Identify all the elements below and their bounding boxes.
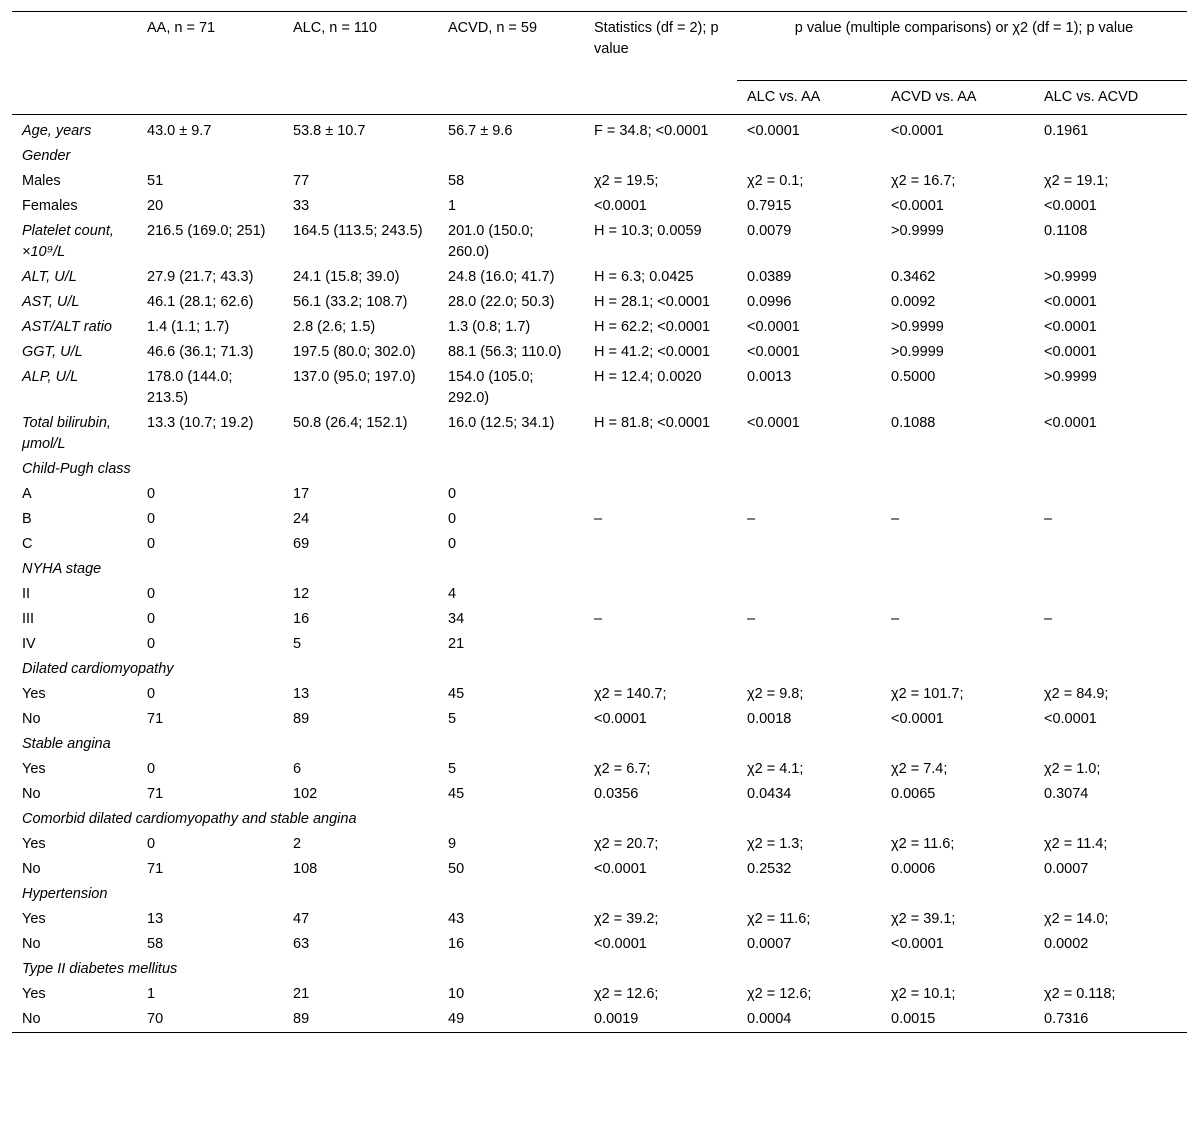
table-row [12,365,1187,411]
cell-acvd: 45 [448,786,465,802]
cell-empty [881,532,1034,557]
cell-p2: 0.0092 [891,294,936,310]
cell-aa: 0 [147,761,156,777]
cell-alc: 47 [293,911,310,927]
header-row-2 [12,81,1187,115]
category-row [12,144,1187,169]
cell-p3: χ2 = 0.118; [1044,986,1116,1002]
cell-alc: 21 [293,986,310,1002]
cell-p2: χ2 = 16.7; [891,173,956,189]
row-label: AST, U/L [22,294,80,310]
cell-p1: – [747,611,756,627]
cell-p1: <0.0001 [747,319,800,335]
cell-empty [737,482,881,507]
row-label: No [22,711,41,727]
cell-p3: χ2 = 1.0; [1044,761,1101,777]
cell-acvd: 58 [448,173,465,189]
table-row [12,482,1187,507]
cell-p1: 0.0013 [747,369,792,385]
table-row [12,932,1187,957]
cell-alc: 102 [293,786,318,802]
category-row [12,657,1187,682]
row-label: No [22,1011,41,1027]
cell-p2: – [891,511,900,527]
cell-empty [584,582,737,607]
cell-acvd: 21 [448,636,465,652]
cell-empty [1034,532,1187,557]
cell-aa: 58 [147,936,164,952]
cell-p3: <0.0001 [1044,711,1097,727]
cell-p1: χ2 = 1.3; [747,836,804,852]
category-label: Hypertension [22,886,108,902]
cell-p3: <0.0001 [1044,319,1097,335]
cell-p1: 0.2532 [747,861,792,877]
cell-aa: 0 [147,511,156,527]
cell-alc: 12 [293,586,310,602]
cell-aa: 70 [147,1011,164,1027]
cell-p3: 0.7316 [1044,1011,1089,1027]
table-row [12,219,1187,265]
row-label: B [22,511,32,527]
table-row [12,832,1187,857]
cell-alc: 164.5 (113.5; 243.5) [293,223,423,239]
table-row [12,757,1187,782]
category-label: Stable angina [22,736,111,752]
cell-p2: χ2 = 101.7; [891,686,964,702]
cell-p3: >0.9999 [1044,369,1097,385]
cell-alc: 17 [293,486,310,502]
cell-stat: χ2 = 19.5; [594,173,659,189]
row-label: No [22,786,41,802]
cell-aa: 51 [147,173,164,189]
row-label: Yes [22,986,46,1002]
row-label: III [22,611,35,627]
cell-aa: 0 [147,686,156,702]
cell-aa: 13 [147,911,164,927]
cell-acvd: 24.8 (16.0; 41.7) [448,269,555,285]
category-row [12,807,1187,832]
cell-p3: χ2 = 84.9; [1044,686,1109,702]
cell-p2: <0.0001 [891,123,944,139]
header-p-group: p value (multiple comparisons) or χ2 (df = 1); p value [737,12,1187,81]
cell-stat: χ2 = 140.7; [594,686,667,702]
cell-aa: 1 [147,986,156,1002]
cell-acvd: 0 [448,486,457,502]
cell-stat: – [594,511,603,527]
cell-p2: 0.3462 [891,269,936,285]
cell-stat: <0.0001 [594,936,647,952]
cell-p2: 0.0065 [891,786,936,802]
cell-p3: 0.0002 [1044,936,1089,952]
cell-alc: 6 [293,761,302,777]
cell-aa: 216.5 (169.0; 251) [147,223,266,239]
cell-alc: 53.8 ± 10.7 [293,123,366,139]
cell-empty [584,632,737,657]
cell-p1: 0.0389 [747,269,792,285]
cell-p3: – [1044,611,1053,627]
table-row [12,290,1187,315]
cell-p1: – [747,511,756,527]
cell-alc: 33 [293,198,310,214]
table-row [12,707,1187,732]
comparison-table [12,11,1187,1033]
table-row [12,194,1187,219]
cell-empty [737,532,881,557]
cell-empty [737,632,881,657]
cell-alc: 137.0 (95.0; 197.0) [293,369,416,385]
cell-p2: >0.9999 [891,344,944,360]
category-label: NYHA stage [22,561,102,577]
cell-stat: H = 81.8; <0.0001 [594,415,711,431]
row-label: AST/ALT ratio [22,319,112,335]
header-alc-vs-aa: ALC vs. AA [737,81,881,115]
row-label: A [22,486,32,502]
cell-stat: <0.0001 [594,861,647,877]
table-row [12,607,1187,632]
row-label: IV [22,636,36,652]
category-label: Type II diabetes mellitus [22,961,178,977]
cell-acvd: 16 [448,936,465,952]
cell-aa: 0 [147,636,156,652]
cell-p2: >0.9999 [891,319,944,335]
cell-p2: 0.1088 [891,415,936,431]
cell-p2: χ2 = 11.6; [891,836,955,852]
row-label: II [22,586,31,602]
cell-empty [737,582,881,607]
cell-p1: 0.7915 [747,198,792,214]
cell-p2: χ2 = 39.1; [891,911,956,927]
cell-acvd: 1.3 (0.8; 1.7) [448,319,531,335]
row-label: No [22,861,41,877]
cell-p3: χ2 = 19.1; [1044,173,1109,189]
cell-aa: 71 [147,711,164,727]
cell-acvd: 10 [448,986,465,1002]
cell-alc: 197.5 (80.0; 302.0) [293,344,416,360]
cell-aa: 71 [147,786,164,802]
header-alc: ALC, n = 110 [293,20,377,36]
cell-empty [1034,482,1187,507]
cell-p3: 0.1108 [1044,223,1088,239]
cell-aa: 0 [147,836,156,852]
cell-stat: H = 41.2; <0.0001 [594,344,711,360]
cell-aa: 0 [147,586,156,602]
cell-acvd: 9 [448,836,457,852]
cell-aa: 13.3 (10.7; 19.2) [147,415,254,431]
cell-empty [1034,632,1187,657]
cell-p1: χ2 = 9.8; [747,686,804,702]
header-blank-3 [283,81,438,115]
row-label: C [22,536,33,552]
cell-p2: <0.0001 [891,198,944,214]
cell-p1: χ2 = 12.6; [747,986,812,1002]
table-row [12,982,1187,1007]
cell-alc: 108 [293,861,318,877]
category-row [12,882,1187,907]
cell-acvd: 5 [448,761,457,777]
cell-alc: 5 [293,636,302,652]
row-label: ALP, U/L [22,369,79,385]
category-row [12,557,1187,582]
header-alc-vs-acvd: ALC vs. ACVD [1034,81,1187,115]
cell-p3: <0.0001 [1044,294,1097,310]
header-blank-4 [438,81,584,115]
cell-alc: 50.8 (26.4; 152.1) [293,415,408,431]
cell-aa: 71 [147,861,164,877]
cell-acvd: 4 [448,586,457,602]
cell-empty [881,582,1034,607]
cell-alc: 56.1 (33.2; 108.7) [293,294,408,310]
cell-aa: 46.6 (36.1; 71.3) [147,344,254,360]
cell-p1: <0.0001 [747,415,800,431]
cell-p2: >0.9999 [891,223,944,239]
cell-stat: F = 34.8; <0.0001 [594,123,709,139]
cell-alc: 16 [293,611,310,627]
cell-acvd: 201.0 (150.0; 260.0) [448,223,534,260]
cell-acvd: 45 [448,686,465,702]
cell-stat: H = 28.1; <0.0001 [594,294,711,310]
table-row [12,532,1187,557]
cell-acvd: 0 [448,536,457,552]
table-row [12,265,1187,290]
table-row [12,315,1187,340]
cell-p2: <0.0001 [891,711,944,727]
cell-empty [1034,582,1187,607]
category-label: Dilated cardiomyopathy [22,661,174,677]
header-blank-5 [584,81,737,115]
cell-alc: 63 [293,936,310,952]
cell-stat: 0.0356 [594,786,639,802]
cell-p2: χ2 = 7.4; [891,761,948,777]
cell-p3: <0.0001 [1044,415,1097,431]
table-row [12,907,1187,932]
row-label: ALT, U/L [22,269,77,285]
cell-alc: 89 [293,711,310,727]
cell-p1: 0.0007 [747,936,792,952]
cell-p3: <0.0001 [1044,344,1097,360]
cell-alc: 24 [293,511,310,527]
header-acvd: ACVD, n = 59 [448,20,538,36]
cell-p1: χ2 = 11.6; [747,911,811,927]
cell-p3: χ2 = 14.0; [1044,911,1109,927]
category-label: Child-Pugh class [22,461,131,477]
cell-p3: >0.9999 [1044,269,1097,285]
cell-acvd: 1 [448,198,457,214]
cell-acvd: 34 [448,611,465,627]
cell-p3: – [1044,511,1053,527]
row-label: Yes [22,911,46,927]
cell-p3: 0.1961 [1044,123,1089,139]
cell-acvd: 0 [448,511,457,527]
row-label: Total bilirubin, μmol/L [22,415,111,452]
header-statistics: Statistics (df = 2); p value [594,20,719,57]
cell-alc: 77 [293,173,310,189]
cell-p1: 0.0004 [747,1011,792,1027]
cell-p2: – [891,611,900,627]
cell-stat: – [594,611,603,627]
row-label: Yes [22,836,46,852]
category-row [12,957,1187,982]
cell-alc: 13 [293,686,310,702]
row-label: Yes [22,686,46,702]
cell-stat: χ2 = 20.7; [594,836,659,852]
cell-stat: <0.0001 [594,711,647,727]
cell-aa: 46.1 (28.1; 62.6) [147,294,254,310]
cell-stat: <0.0001 [594,198,647,214]
cell-p2: <0.0001 [891,936,944,952]
category-row [12,732,1187,757]
cell-aa: 20 [147,198,164,214]
cell-p2: 0.5000 [891,369,936,385]
table-row [12,682,1187,707]
cell-stat: 0.0019 [594,1011,639,1027]
cell-acvd: 88.1 (56.3; 110.0) [448,344,562,360]
cell-acvd: 16.0 (12.5; 34.1) [448,415,555,431]
table-row [12,1007,1187,1033]
cell-p3: 0.0007 [1044,861,1089,877]
row-label: GGT, U/L [22,344,83,360]
category-label: Gender [22,148,71,164]
table-row [12,169,1187,194]
category-label: Comorbid dilated cardiomyopathy and stable angina [22,811,357,827]
table-row [12,782,1187,807]
cell-p1: 0.0434 [747,786,792,802]
cell-aa: 178.0 (144.0; 213.5) [147,369,233,406]
cell-p1: 0.0018 [747,711,792,727]
cell-acvd: 154.0 (105.0; 292.0) [448,369,534,406]
cell-acvd: 5 [448,711,457,727]
table-row [12,632,1187,657]
cell-p1: 0.0996 [747,294,792,310]
category-row [12,457,1187,482]
cell-aa: 0 [147,536,156,552]
table-row [12,582,1187,607]
cell-p3: <0.0001 [1044,198,1097,214]
cell-p1: χ2 = 0.1; [747,173,804,189]
cell-p2: χ2 = 10.1; [891,986,956,1002]
table-body [12,115,1187,1033]
row-label: Yes [22,761,46,777]
cell-aa: 1.4 (1.1; 1.7) [147,319,230,335]
cell-stat: H = 6.3; 0.0425 [594,269,694,285]
cell-p1: <0.0001 [747,123,800,139]
cell-aa: 27.9 (21.7; 43.3) [147,269,254,285]
cell-alc: 2 [293,836,302,852]
cell-stat: χ2 = 39.2; [594,911,659,927]
header-row-1 [12,12,1187,81]
header-aa: AA, n = 71 [147,20,216,36]
row-label: Platelet count, ×10⁹/L [22,223,114,260]
row-label: Females [22,198,78,214]
row-label: Males [22,173,61,189]
cell-stat: H = 62.2; <0.0001 [594,319,711,335]
cell-stat: H = 10.3; 0.0059 [594,223,702,239]
header-blank-2 [137,81,283,115]
table-row [12,857,1187,882]
cell-aa: 0 [147,611,156,627]
cell-acvd: 43 [448,911,465,927]
cell-p1: <0.0001 [747,344,800,360]
cell-acvd: 49 [448,1011,465,1027]
cell-acvd: 56.7 ± 9.6 [448,123,513,139]
cell-stat: H = 12.4; 0.0020 [594,369,702,385]
cell-acvd: 50 [448,861,465,877]
row-label: Age, years [22,123,92,139]
cell-aa: 43.0 ± 9.7 [147,123,212,139]
cell-p3: 0.3074 [1044,786,1089,802]
cell-stat: χ2 = 6.7; [594,761,651,777]
table-row [12,115,1187,145]
cell-alc: 89 [293,1011,310,1027]
cell-aa: 0 [147,486,156,502]
table-row [12,340,1187,365]
header-blank-1 [12,81,137,115]
cell-p1: 0.0079 [747,223,792,239]
cell-alc: 24.1 (15.8; 39.0) [293,269,400,285]
cell-p1: χ2 = 4.1; [747,761,804,777]
header-empty [12,12,137,81]
table-row [12,411,1187,457]
cell-p2: 0.0015 [891,1011,936,1027]
cell-empty [881,632,1034,657]
cell-p2: 0.0006 [891,861,936,877]
cell-p3: χ2 = 11.4; [1044,836,1108,852]
cell-alc: 69 [293,536,310,552]
cell-acvd: 28.0 (22.0; 50.3) [448,294,555,310]
cell-empty [584,532,737,557]
cell-empty [881,482,1034,507]
table-header [12,12,1187,115]
cell-stat: χ2 = 12.6; [594,986,659,1002]
table-row [12,507,1187,532]
cell-alc: 2.8 (2.6; 1.5) [293,319,376,335]
cell-empty [584,482,737,507]
row-label: No [22,936,41,952]
header-acvd-vs-aa: ACVD vs. AA [881,81,1034,115]
